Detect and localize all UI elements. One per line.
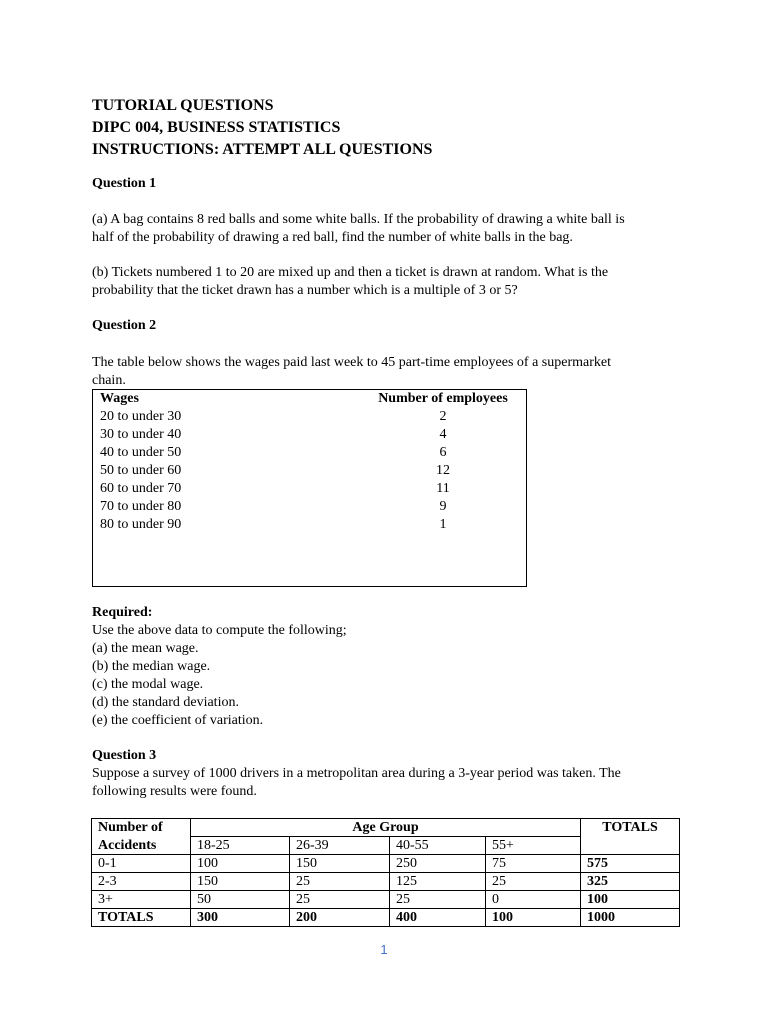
title-tutorial: TUTORIAL QUESTIONS xyxy=(92,97,274,114)
age-group-label: 18-25 xyxy=(191,837,290,855)
table-row xyxy=(100,480,520,498)
accidents-table xyxy=(91,818,680,927)
required-instruction: Use the above data to compute the following; xyxy=(92,623,347,638)
employee-count: 2 xyxy=(439,409,447,424)
wages-table xyxy=(92,389,527,587)
table-cell: 25 xyxy=(390,891,486,909)
question-2-intro-line1: The table below shows the wages paid last week to 45 part-time employees of a supermarket xyxy=(92,355,612,370)
required-item-d: (d) the standard deviation. xyxy=(92,695,239,710)
wage-range: 80 to under 90 xyxy=(100,517,182,532)
table-cell: 25 xyxy=(290,891,390,909)
table-row xyxy=(100,444,520,462)
table-row xyxy=(100,498,520,516)
table-row xyxy=(92,855,680,873)
question-1a-line2: half of the probability of drawing a red ball, find the number of white balls in the bag. xyxy=(92,230,573,245)
table-cell: 150 xyxy=(191,873,290,891)
table-cell: 75 xyxy=(486,855,581,873)
question-3-heading: Question 3 xyxy=(92,748,157,763)
wages-column-header: Wages xyxy=(100,391,139,406)
required-item-a: (a) the mean wage. xyxy=(92,641,199,656)
table-cell: 150 xyxy=(290,855,390,873)
title-instructions: INSTRUCTIONS: ATTEMPT ALL QUESTIONS xyxy=(92,141,433,158)
number-of-header: Number of xyxy=(92,819,191,837)
table-header-row xyxy=(92,819,680,837)
column-total: 300 xyxy=(191,909,290,927)
wage-range: 30 to under 40 xyxy=(100,427,182,442)
wage-range: 40 to under 50 xyxy=(100,445,182,460)
age-group-label: 26-39 xyxy=(290,837,390,855)
table-cell: 25 xyxy=(290,873,390,891)
accidents-label: 3+ xyxy=(92,891,191,909)
employee-count: 6 xyxy=(439,445,447,460)
question-1b-line2: probability that the ticket drawn has a number which is a multiple of 3 or 5? xyxy=(92,283,518,298)
wages-table-header xyxy=(100,390,520,408)
accidents-header: Accidents xyxy=(92,837,191,855)
employee-count: 9 xyxy=(439,499,447,514)
age-group-label: 55+ xyxy=(486,837,581,855)
grand-total: 1000 xyxy=(581,909,680,927)
employee-count: 12 xyxy=(436,463,450,478)
table-row xyxy=(92,873,680,891)
wage-range: 60 to under 70 xyxy=(100,481,182,496)
table-row xyxy=(100,426,520,444)
row-total: 100 xyxy=(581,891,680,909)
question-3-intro-line2: following results were found. xyxy=(92,784,257,799)
age-group-header: Age Group xyxy=(191,819,581,837)
accidents-label: 0-1 xyxy=(92,855,191,873)
totals-row xyxy=(92,909,680,927)
table-row xyxy=(100,408,520,426)
required-item-b: (b) the median wage. xyxy=(92,659,211,674)
page-number: 1 xyxy=(380,942,388,957)
question-2-heading: Question 2 xyxy=(92,318,157,333)
question-1a-line1: (a) A bag contains 8 red balls and some white balls. If the probability of drawing a white ball is xyxy=(92,212,625,227)
title-course: DIPC 004, BUSINESS STATISTICS xyxy=(92,119,341,136)
table-cell: 50 xyxy=(191,891,290,909)
table-cell: 25 xyxy=(486,873,581,891)
wage-range: 20 to under 30 xyxy=(100,409,182,424)
wage-range: 70 to under 80 xyxy=(100,499,182,514)
column-total: 100 xyxy=(486,909,581,927)
column-total: 200 xyxy=(290,909,390,927)
question-1b-line1: (b) Tickets numbered 1 to 20 are mixed up and then a ticket is drawn at random. What is the xyxy=(92,265,609,280)
employees-column-header: Number of employees xyxy=(378,391,508,406)
question-2-intro-line2: chain. xyxy=(92,373,126,388)
table-row xyxy=(100,462,520,480)
table-row xyxy=(92,891,680,909)
employee-count: 4 xyxy=(439,427,447,442)
row-total: 325 xyxy=(581,873,680,891)
table-row xyxy=(100,516,520,534)
question-3-intro-line1: Suppose a survey of 1000 drivers in a metropolitan area during a 3-year period was taken. The xyxy=(92,766,621,781)
required-label: Required: xyxy=(92,605,153,620)
table-cell: 100 xyxy=(191,855,290,873)
column-total: 400 xyxy=(390,909,486,927)
totals-header: TOTALS xyxy=(581,819,680,855)
row-total: 575 xyxy=(581,855,680,873)
required-item-e: (e) the coefficient of variation. xyxy=(92,713,264,728)
employee-count: 1 xyxy=(439,517,447,532)
table-cell: 0 xyxy=(486,891,581,909)
table-cell: 125 xyxy=(390,873,486,891)
totals-row-label: TOTALS xyxy=(92,909,191,927)
employee-count: 11 xyxy=(436,481,450,496)
required-item-c: (c) the modal wage. xyxy=(92,677,204,692)
table-cell: 250 xyxy=(390,855,486,873)
question-1-heading: Question 1 xyxy=(92,176,157,191)
age-group-label: 40-55 xyxy=(390,837,486,855)
accidents-label: 2-3 xyxy=(92,873,191,891)
wage-range: 50 to under 60 xyxy=(100,463,182,478)
